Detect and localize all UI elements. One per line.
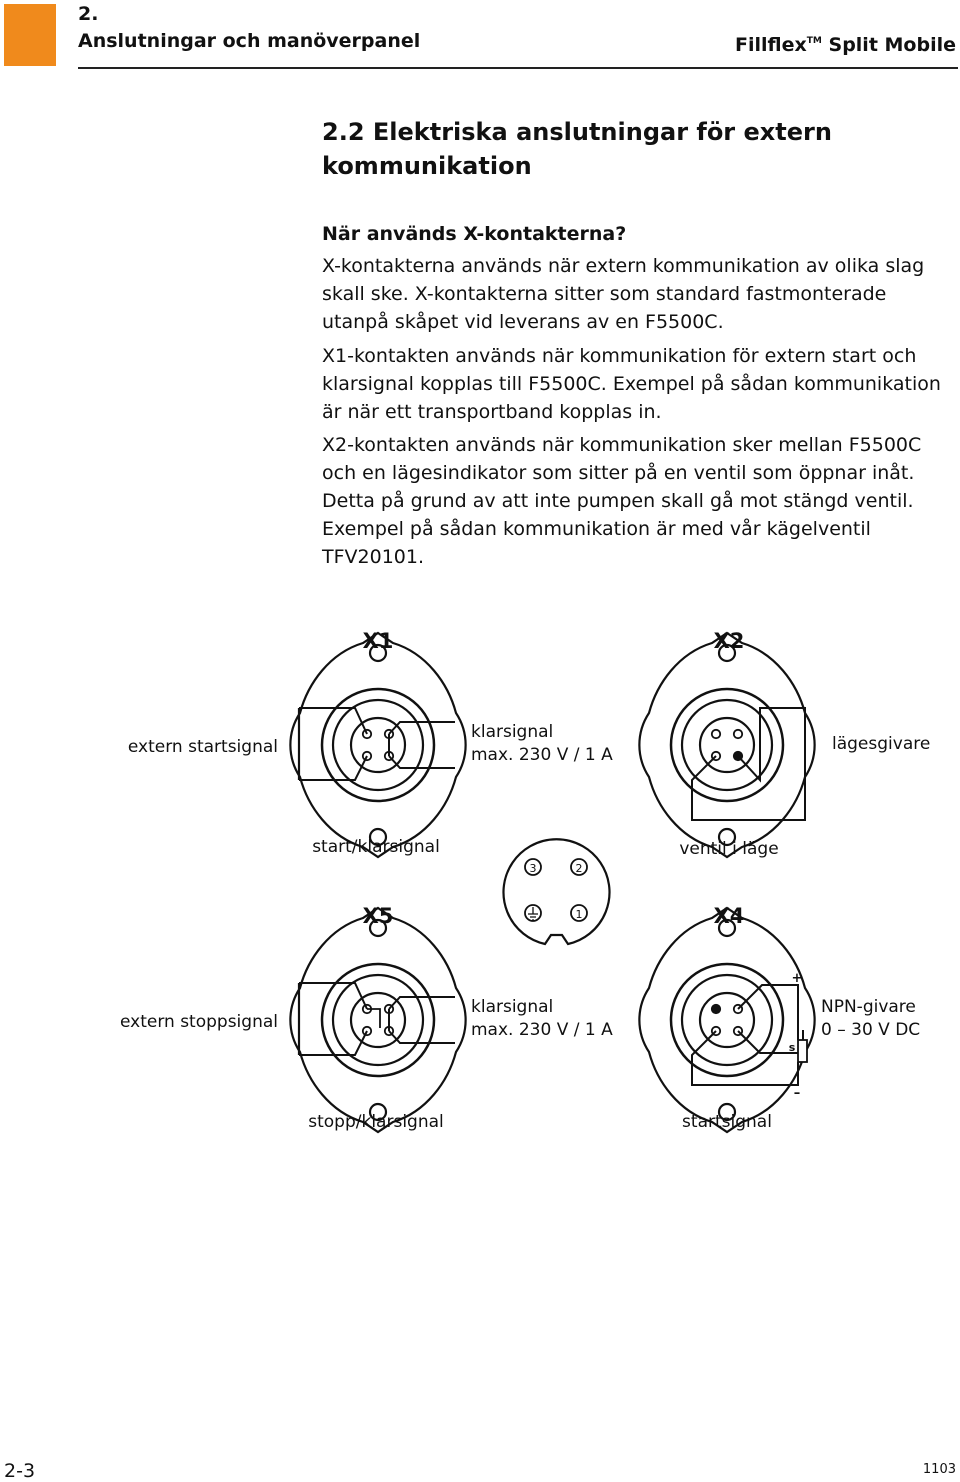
label-minus: – — [793, 1086, 801, 1101]
label-lagesgivare: lägesgivare — [832, 734, 931, 754]
label-extern-stoppsignal: extern stoppsignal — [119, 1012, 278, 1032]
label-npn-givare: NPN-givare — [821, 997, 916, 1017]
connector-x4 — [639, 908, 814, 1132]
pin-1-icon — [571, 905, 587, 921]
document-code: 1103 — [922, 1462, 956, 1477]
connector-x1 — [290, 633, 465, 857]
header-divider — [78, 67, 958, 69]
pin-2-icon — [571, 859, 587, 875]
label-start-klarsignal: start/klarsignal — [312, 837, 440, 857]
paragraph: X1-kontakten används när kommunikation för extern start och klarsignal kopplas till F5500C. Exempel på sådan kommunikation är när ett transportband kopplas in. — [322, 345, 941, 423]
pin-3-icon — [525, 859, 541, 875]
label-extern-startsignal: extern startsignal — [127, 737, 278, 757]
product-suffix: Split Mobile — [821, 34, 956, 56]
pin-2-label: 2 — [575, 862, 583, 875]
pin-1-label: 1 — [575, 908, 583, 921]
ground-pin-icon — [525, 905, 541, 921]
product-name-text: Fillflex — [735, 34, 807, 56]
connector-wiring-diagram — [0, 600, 960, 1160]
label-sensor-s: s — [788, 1041, 796, 1054]
page-number: 2-3 — [4, 1460, 36, 1482]
label-plus: + — [791, 971, 803, 986]
section-title: Anslutningar och manöverpanel — [78, 30, 421, 52]
trademark-symbol: TM — [806, 36, 822, 46]
chapter-color-tab — [4, 4, 56, 66]
label-max-rating-x1: max. 230 V / 1 A — [471, 745, 613, 765]
label-x5: X5 — [362, 904, 394, 928]
paragraph: X-kontakterna används när extern kommunikation av olika slag skall ske. X-kontakterna sitter som standard fastmonterade utanpå skåpet vid leverans av en F5500C. — [322, 255, 925, 333]
subheading: När används X-kontakterna? — [322, 223, 627, 245]
label-klarsignal-x5: klarsignal — [471, 997, 554, 1017]
label-stopp-klarsignal: stopp/klarsignal — [308, 1112, 444, 1132]
paragraph: X2-kontakten används när kommunikation sker mellan F5500C och en lägesindikator som sitter på en ventil som öppnar inåt. Detta på grund av att inte pumpen skall gå mot stängd ventil. Exempel på sådan kommunikation är med vår kägelventil TFV20101. — [322, 434, 922, 568]
label-x1: X1 — [362, 629, 394, 653]
chapter-number: 2. — [78, 3, 99, 25]
label-klarsignal-x1: klarsignal — [471, 722, 554, 742]
label-startsignal: startsignal — [682, 1112, 772, 1132]
page-title: 2.2 Elektriska anslutningar för extern kommunikation — [322, 118, 832, 180]
connector-x2 — [639, 633, 814, 857]
label-x4: X4 — [713, 904, 745, 928]
product-name — [735, 29, 956, 57]
label-npn-range: 0 – 30 V DC — [821, 1020, 921, 1040]
connector-x5 — [290, 908, 465, 1132]
pin-3-label: 3 — [529, 862, 537, 875]
label-max-rating-x5: max. 230 V / 1 A — [471, 1020, 613, 1040]
connector-3pin — [503, 839, 609, 944]
label-x2: X2 — [713, 629, 745, 653]
label-ventil-i-lage: ventil i läge — [679, 839, 779, 859]
